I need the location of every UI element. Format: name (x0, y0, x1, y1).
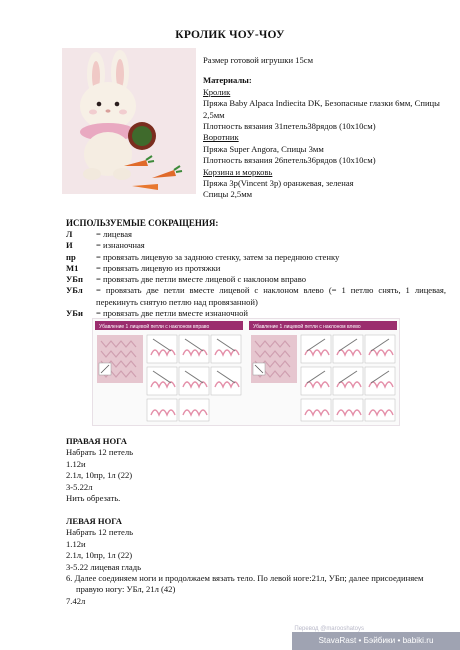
abbr-value: = провязать две петли вместе лицевой с наклоном вправо (96, 274, 307, 285)
pattern-line: Набрать 12 петель (66, 527, 134, 538)
materials-heading: Материалы: (203, 75, 252, 86)
bunny-illustration (62, 48, 196, 194)
collar-yarn: Пряжа Super Angora, Спицы 3мм (203, 143, 324, 154)
pattern-line: 3-5.22 лицевая гладь (66, 561, 141, 572)
abbr-key: М1 (66, 262, 79, 273)
abbr-key: Л (66, 229, 73, 239)
collar-gauge: Плотность вязания 26петель36рядов (10х10см) (203, 155, 376, 166)
basket-label: Корзина и морковь (203, 166, 273, 177)
translator-credit: Перевод @marooshatoys (294, 626, 364, 632)
bunny-gauge: Плотность вязания 31петель38рядов (10х10см) (203, 121, 376, 132)
bunny-yarn: Пряжа Baby Alpaca Indiecita DK, Безопасные глазки 6мм, Спицы 2,5мм (203, 98, 440, 120)
diagram-right-header: Убавление 1 лицевой петли с наклоном влево (253, 324, 361, 330)
pattern-line: 3-5.22л (66, 481, 93, 492)
basket-yarn: Пряжа 3р(Vincent 3р) оранжевая, зеленая (203, 178, 354, 189)
pattern-line: 7.42л (66, 595, 86, 606)
size-text: Размер готовой игрушки 15см (203, 55, 314, 65)
abbr-value: = провязать две петли вместе изнаночной (96, 308, 249, 319)
diagram-left-header: Убавление 1 лицевой петли с наклоном вправо (99, 324, 210, 330)
abbr-key: УБп (66, 274, 83, 285)
abbr-row (66, 274, 446, 285)
left-leg-section (66, 516, 436, 607)
bunny-photo (62, 48, 196, 194)
materials-block (203, 55, 453, 201)
pattern-line: 6. Далее соединяем ноги и продолжаем вязать тело. По левой ноге:21л, УБп; далее присоединяем правую ногу: УБл, 21л (42) (66, 573, 424, 595)
right-leg-section (66, 436, 436, 504)
decrease-diagram (92, 318, 400, 426)
right-leg-heading: ПРАВАЯ НОГА (66, 436, 127, 446)
abbr-key: пр (66, 251, 76, 262)
abbr-value: = провязать лицевую из протяжки (96, 262, 221, 273)
abbr-row (66, 229, 446, 240)
abbr-row (66, 263, 446, 274)
abbr-value: = провязать лицевую за заднюю стенку, затем за переднюю стенку (96, 251, 340, 262)
abbr-value: = изнаночная (96, 240, 145, 251)
abbr-row (66, 285, 446, 308)
abbreviations-list (66, 229, 446, 319)
pattern-line: Нить обрезать. (66, 493, 121, 504)
abbr-key: УБи (66, 308, 83, 319)
abbreviations-heading: ИСПОЛЬЗУЕМЫЕ СОКРАЩЕНИЯ: (66, 218, 219, 228)
pattern-line: Набрать 12 петель (66, 447, 134, 458)
basket-needles: Спицы 2,5мм (203, 189, 253, 200)
left-leg-heading: ЛЕВАЯ НОГА (66, 516, 122, 526)
bunny-label: Кролик (203, 86, 231, 97)
pattern-line: 1.12и (66, 538, 86, 549)
diagram-illustration (93, 319, 399, 425)
pattern-line: 1.12и (66, 458, 86, 469)
abbr-key: УБл (66, 285, 83, 296)
abbr-value: = лицевая (96, 229, 133, 239)
site-watermark: StavaRast • Бэйбики • babiki.ru (292, 632, 460, 650)
page-title: КРОЛИК ЧОУ-ЧОУ (175, 29, 285, 41)
collar-label: Воротник (203, 132, 239, 143)
abbr-value: = провязать две петли вместе лицевой с наклоном влево (= 1 петлю снять, 1 лицевая, перекинуть снятую петлю над провязанной) (96, 285, 446, 307)
abbr-row (66, 252, 446, 263)
pattern-line: 2.1л, 10пр, 1л (22) (66, 550, 133, 561)
pattern-line: 2.1л, 10пр, 1л (22) (66, 470, 133, 481)
abbr-key: И (66, 240, 73, 251)
abbr-row (66, 240, 446, 251)
